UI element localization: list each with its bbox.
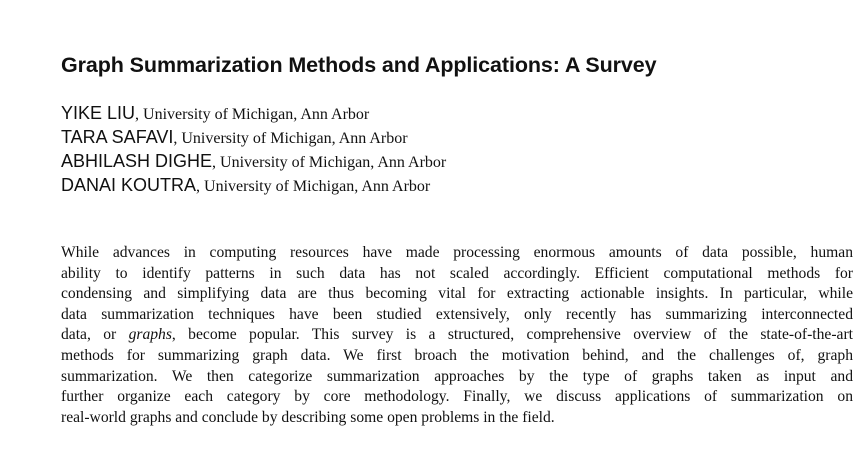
- author-entry: [61, 149, 446, 173]
- author-name: YIKE LIU: [61, 103, 136, 123]
- paper-title: Graph Summarization Methods and Applications: A Survey: [61, 53, 657, 77]
- author-list: [61, 101, 446, 197]
- abstract-line: further organize each category by core methodology. Finally, we discuss applications of summarization on: [61, 388, 853, 406]
- abstract-line: condensing and simplifying data are thus becoming vital for extracting actionable insights. In particular, while: [61, 285, 853, 303]
- abstract-line: [61, 325, 853, 346]
- abstract-text-segment: , become popular. This survey is a structured, comprehensive overview of the state-of-the-art: [171, 326, 853, 344]
- author-separator: ,: [135, 106, 140, 123]
- author-separator: ,: [196, 178, 201, 195]
- author-name: ABHILASH DIGHE: [61, 151, 213, 171]
- abstract-text-segment: data, or: [61, 326, 129, 344]
- author-name: DANAI KOUTRA: [61, 175, 197, 195]
- abstract-line: ability to identify patterns in such data has not scaled accordingly. Efficient computational methods for: [61, 264, 853, 282]
- author-name: TARA SAFAVI: [61, 127, 174, 147]
- author-separator: ,: [212, 154, 217, 171]
- abstract-line: data summarization techniques have been studied extensively, only recently has summarizing interconnected: [61, 305, 853, 323]
- abstract-line: real-world graphs and conclude by describing some open problems in the field.: [61, 408, 555, 426]
- abstract-line: methods for summarizing graph data. We first broach the motivation behind, and the challenges of, graph: [61, 346, 853, 364]
- author-affiliation: University of Michigan, Ann Arbor: [204, 178, 431, 195]
- author-separator: ,: [173, 130, 178, 147]
- abstract-emphasis: graphs: [128, 326, 172, 344]
- author-entry: [61, 125, 446, 149]
- abstract: [61, 243, 853, 428]
- author-affiliation: University of Michigan, Ann Arbor: [220, 154, 447, 171]
- author-affiliation: University of Michigan, Ann Arbor: [181, 130, 408, 147]
- author-entry: [61, 173, 446, 197]
- author-affiliation: University of Michigan, Ann Arbor: [143, 106, 370, 123]
- abstract-line: summarization. We then categorize summarization approaches by the type of graphs taken as input and: [61, 367, 853, 385]
- author-entry: [61, 101, 446, 125]
- abstract-line: While advances in computing resources have made processing enormous amounts of data possible, human: [61, 244, 853, 261]
